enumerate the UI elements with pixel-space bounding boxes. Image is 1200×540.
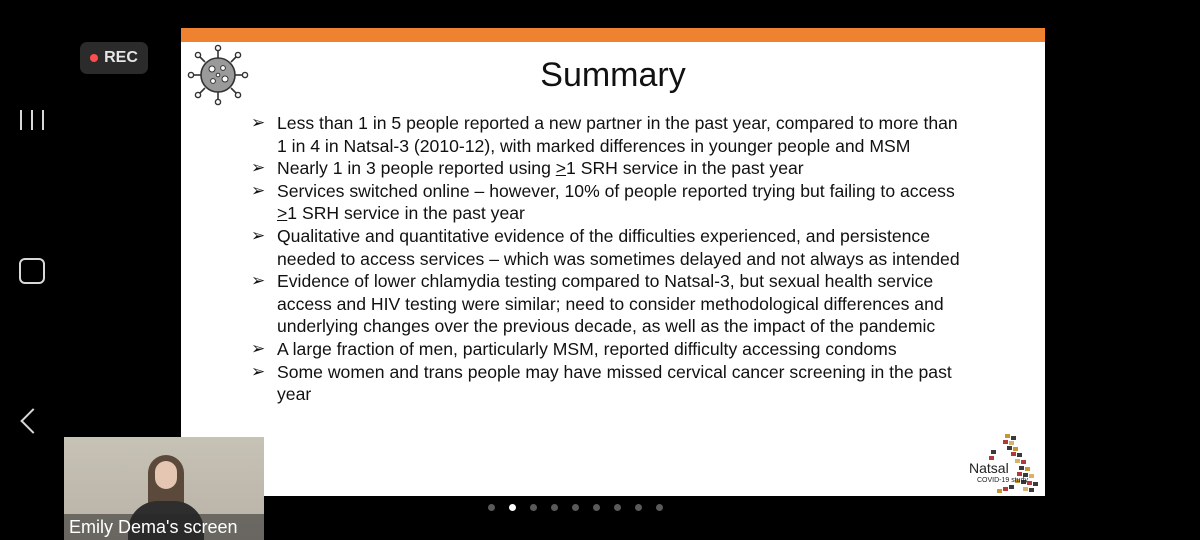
record-dot-icon — [90, 54, 98, 62]
bullet-underlined-text: > — [555, 158, 567, 179]
summary-bullet — [249, 225, 969, 270]
slide-pagination — [488, 503, 663, 511]
natsal-logo-subtitle: COVID-19 study — [977, 477, 1028, 484]
recording-badge — [80, 42, 148, 74]
summary-bullet — [249, 338, 969, 361]
page-dot[interactable] — [572, 504, 579, 511]
bullet-text: Evidence of lower chlamydia testing compared to Natsal-3, but sexual health service access and HIV testing were similar; need to consider methodological differences and underlying changes over the previous decade, as well as the impact of the pandemic — [277, 271, 944, 337]
arrow-bullet-icon: ➢ — [251, 338, 266, 358]
arrow-bullet-icon: ➢ — [251, 158, 266, 178]
recent-apps-icon[interactable] — [20, 108, 44, 132]
shared-slide — [181, 28, 1045, 496]
summary-bullet — [249, 112, 969, 157]
arrow-bullet-icon: ➢ — [251, 361, 266, 381]
page-dot[interactable] — [551, 504, 558, 511]
arrow-bullet-icon: ➢ — [251, 271, 266, 291]
presenter-video-tile[interactable] — [64, 437, 264, 540]
arrow-bullet-icon: ➢ — [251, 225, 266, 245]
arrow-bullet-icon: ➢ — [251, 180, 266, 200]
recording-label: REC — [104, 49, 138, 66]
summary-bullet — [249, 270, 969, 338]
summary-bullet — [249, 180, 969, 225]
home-icon[interactable] — [19, 258, 45, 284]
page-dot[interactable] — [656, 504, 663, 511]
summary-bullet — [249, 361, 969, 406]
slide-title: Summary — [540, 56, 686, 94]
bullet-text-continued: 1 SRH service in the past year — [566, 158, 804, 179]
bullet-underlined-text: > — [277, 203, 288, 224]
page-dot[interactable] — [593, 504, 600, 511]
bullet-text: Nearly 1 in 3 people reported using — [277, 158, 556, 179]
bullet-text: Less than 1 in 5 people reported a new partner in the past year, compared to more than 1 in 4 in Natsal-3 (2010-12), with marked differences in younger people and MSM — [277, 113, 958, 156]
summary-bullet — [249, 157, 969, 180]
bullet-text: A large fraction of men, particularly MSM, reported difficulty accessing condoms — [277, 338, 897, 359]
page-dot[interactable] — [509, 504, 516, 511]
back-icon[interactable] — [20, 408, 45, 433]
arrow-bullet-icon: ➢ — [251, 113, 266, 132]
slide-accent-bar — [181, 28, 1045, 42]
page-dot[interactable] — [614, 504, 621, 511]
bullet-text-continued: 1 SRH service in the past year — [287, 203, 525, 224]
system-nav-bar — [0, 0, 64, 540]
page-dot[interactable] — [530, 504, 537, 511]
summary-bullet-list — [249, 112, 969, 406]
page-dot[interactable] — [488, 504, 495, 511]
page-dot[interactable] — [635, 504, 642, 511]
presenter-face — [155, 461, 177, 489]
bullet-text: Qualitative and quantitative evidence of the difficulties experienced, and persistence needed to access services – which was sometimes delayed and not always as intended — [277, 225, 960, 269]
natsal-logo-word: Natsal — [969, 460, 1009, 476]
bullet-text: Services switched online – however, 10% of people reported trying but failing to access — [277, 180, 955, 201]
bullet-text: Some women and trans people may have missed cervical cancer screening in the past year — [277, 361, 952, 405]
presenter-name-label: Emily Dema's screen — [64, 514, 264, 540]
